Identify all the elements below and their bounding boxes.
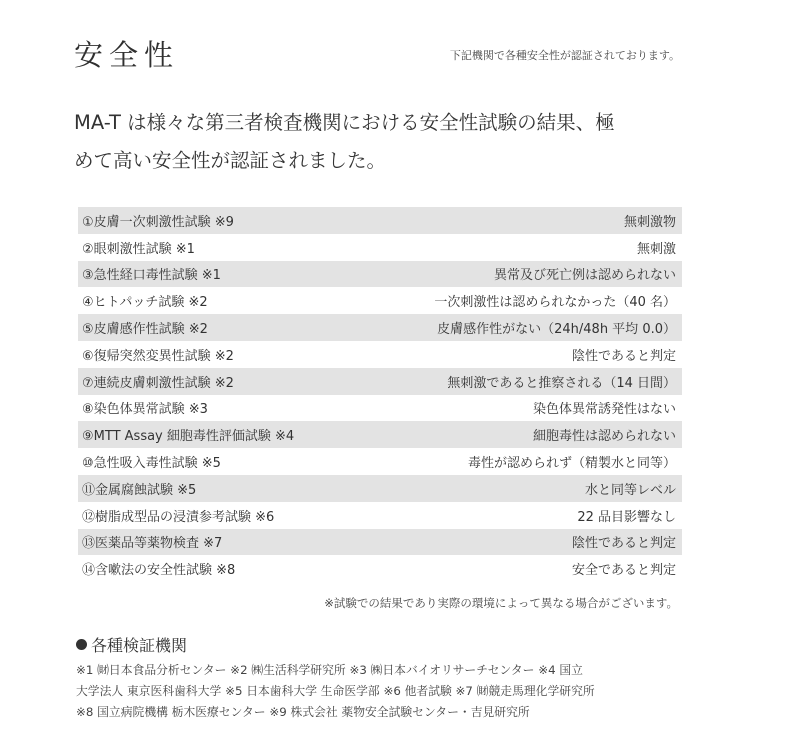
test-name: ⑫樹脂成型品の浸漬参考試験 ※6 [82, 509, 275, 525]
table-row [78, 555, 682, 582]
table-row [78, 395, 682, 422]
organizations-line-1: ※1 ㈶日本食品分析センター ※2 ㈱生活科学研究所 ※3 ㈱日本バイオリサーチセンター ※4 国立 [76, 663, 583, 677]
test-result: 細胞毒性は認められない [532, 429, 676, 445]
test-result: 水と同等レベル [584, 482, 676, 498]
organizations-list [76, 660, 696, 723]
table-row [78, 475, 682, 502]
page-subtitle: 下記機関で各種安全性が認証されております。 [449, 49, 680, 62]
table-row [78, 207, 682, 234]
test-name: ①皮膚一次刺激性試験 ※9 [82, 214, 234, 230]
lead-line-2: めて高い安全性が認証されました。 [74, 149, 387, 172]
test-result: 無刺激であると推察される（14 日間） [447, 375, 676, 391]
test-result: 毒性が認められず（精製水と同等） [467, 456, 676, 472]
table-row [78, 287, 682, 314]
test-name: ②眼刺激性試験 ※1 [82, 241, 195, 257]
test-result: 皮膚感作性がない（24h/48h 平均 0.0） [437, 322, 676, 338]
table-row [78, 261, 682, 288]
lead-line-1: MA-T は様々な第三者検査機関における安全性試験の結果、極 [74, 111, 615, 134]
test-result: 一次刺激性は認められなかった（40 名） [434, 295, 676, 311]
test-result: 陰性であると判定 [571, 348, 676, 364]
bullet-icon [76, 639, 87, 650]
test-name: ⑧染色体異常試験 ※3 [82, 402, 208, 418]
table-row [78, 314, 682, 341]
test-name: ⑤皮膚感作性試験 ※2 [82, 322, 208, 338]
organizations-title: 各種検証機関 [91, 636, 188, 655]
page-title: 安全性 [74, 38, 180, 72]
table-row [78, 234, 682, 261]
test-name: ⑩急性吸入毒性試験 ※5 [82, 456, 221, 472]
test-name: ⑪金属腐蝕試験 ※5 [82, 482, 197, 498]
test-name: ⑬医薬品等薬物検査 ※7 [82, 536, 223, 552]
test-result: 無刺激 [636, 241, 676, 257]
organizations-heading [76, 633, 187, 656]
test-result: 異常及び死亡例は認められない [493, 268, 676, 284]
organizations-line-2: 大学法人 東京医科歯科大学 ※5 日本歯科大学 生命医学部 ※6 他者試験 ※7 ㈶競走馬理化学研究所 [76, 684, 595, 698]
test-name: ⑦連続皮膚刺激性試験 ※2 [82, 375, 234, 391]
organizations-line-3: ※8 国立病院機構 栃木医療センター ※9 株式会社 薬物安全試験センター・吉見研究所 [76, 705, 530, 719]
test-result: 安全であると判定 [571, 563, 676, 579]
test-result: 染色体異常誘発性はない [532, 402, 676, 418]
lead-paragraph [74, 104, 694, 180]
table-row [78, 341, 682, 368]
test-result: 22 品目影響なし [577, 509, 676, 525]
test-name: ④ヒトパッチ試験 ※2 [82, 295, 208, 311]
test-name: ③急性経口毒性試験 ※1 [82, 268, 221, 284]
footnote: ※試験での結果であり実際の環境によって異なる場合がございます。 [324, 596, 678, 610]
test-name: ⑥復帰突然変異性試験 ※2 [82, 348, 234, 364]
test-result: 陰性であると判定 [571, 536, 676, 552]
table-row [78, 529, 682, 556]
table-row [78, 421, 682, 448]
table-row [78, 448, 682, 475]
table-row [78, 502, 682, 529]
safety-test-table [78, 207, 682, 582]
test-name: ⑭含嗽法の安全性試験 ※8 [82, 563, 236, 579]
table-row [78, 368, 682, 395]
test-result: 無刺激物 [623, 214, 676, 230]
test-name: ⑨MTT Assay 細胞毒性評価試験 ※4 [82, 429, 295, 445]
